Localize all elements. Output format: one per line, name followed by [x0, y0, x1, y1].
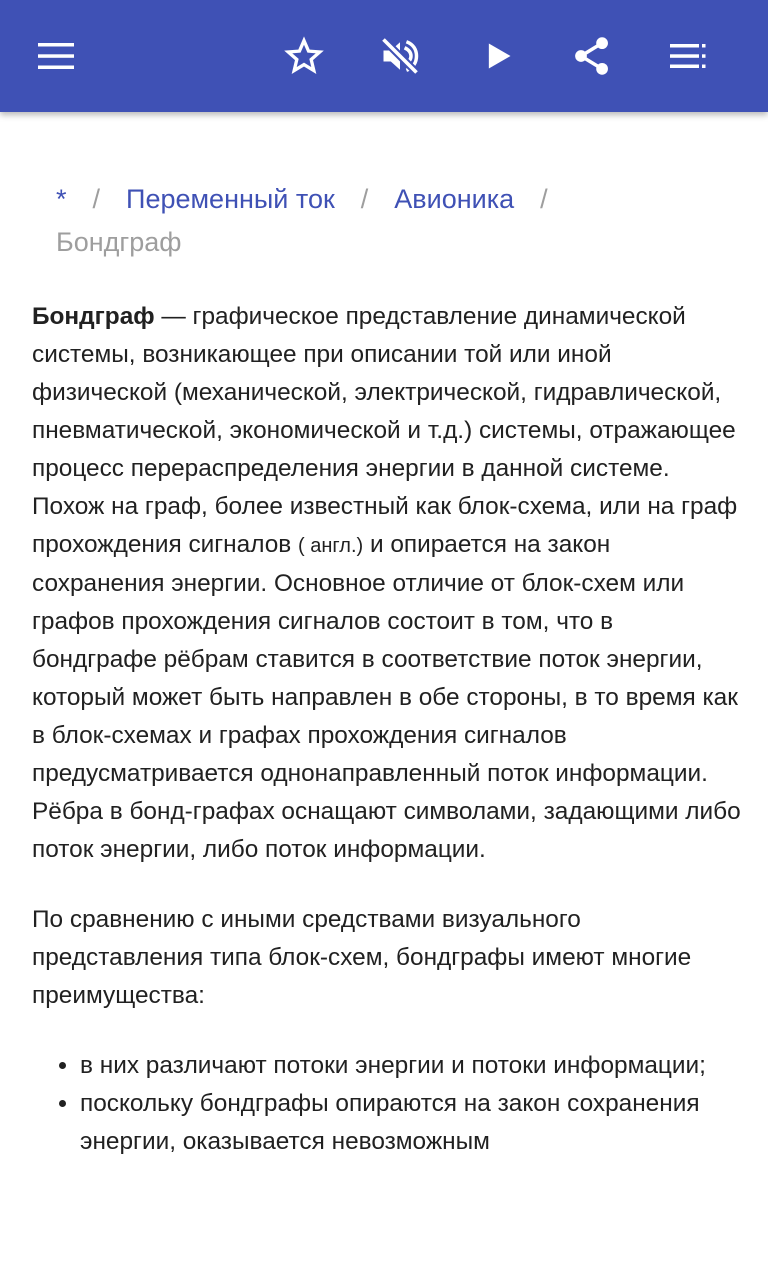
advantages-list	[32, 1047, 742, 1161]
language-note-link[interactable]: ( англ.)	[298, 535, 364, 557]
article-paragraph	[32, 298, 742, 869]
play-button[interactable]	[466, 24, 530, 88]
breadcrumb-current-page: Бондграф	[56, 227, 182, 257]
article-paragraph: По сравнению с иными средствами визуального представления типа блок-схем, бондграфы имеют многие преимущества:	[32, 906, 692, 1009]
menu-button[interactable]	[24, 24, 88, 88]
breadcrumb-separator: /	[360, 184, 369, 214]
share-icon	[570, 34, 614, 78]
article-view[interactable]	[0, 112, 768, 1280]
app-toolbar	[0, 0, 768, 112]
article-term: Бондграф	[32, 303, 155, 330]
breadcrumb	[56, 178, 746, 264]
breadcrumb-link-avionics[interactable]: Авионика	[394, 184, 515, 214]
bookmark-button[interactable]	[272, 24, 336, 88]
toc-icon	[668, 36, 708, 76]
article-body	[32, 298, 742, 1161]
star-icon	[283, 35, 325, 77]
list-item: • в них различают потоки энергии и потоки информации;	[80, 1047, 742, 1085]
breadcrumb-separator: /	[540, 184, 548, 214]
mute-button[interactable]	[368, 24, 432, 88]
breadcrumb-link-alternating-current[interactable]: Переменный ток	[126, 184, 335, 214]
article-text: и опирается на закон сохранения энергии. Основное отличие от блок-схем или графов прохождения сигналов состоит в том, что в бондграфе рёбрам ставится в соответствие поток энергии, который может быть направлен в обе стороны, в то время как в блок-схемах и графах прохождения сигналов предусматривается однонаправленный поток информации. Рёбра в бонд-графах оснащают символами, задающими либо поток энергии, либо поток информации.	[32, 531, 741, 863]
breadcrumb-home-link[interactable]: *	[56, 184, 67, 214]
play-icon	[478, 36, 518, 76]
contents-button[interactable]	[656, 24, 720, 88]
volume-off-icon	[378, 34, 422, 78]
breadcrumb-separator: /	[92, 184, 101, 214]
list-item: • поскольку бондграфы опираются на закон сохранения энергии, оказывается невозможным	[80, 1085, 742, 1161]
share-button[interactable]	[560, 24, 624, 88]
menu-icon	[36, 36, 76, 76]
article-text: — графическое представление динамической системы, возникающее при описании той или иной физической (механической, электрической, гидравлической, пневматической, экономической и т.д.) системы, отражающее процесс перераспределения энергии в данной системе. Похож на граф, более известный как блок-схема, или на граф прохождения сигналов	[32, 303, 738, 558]
